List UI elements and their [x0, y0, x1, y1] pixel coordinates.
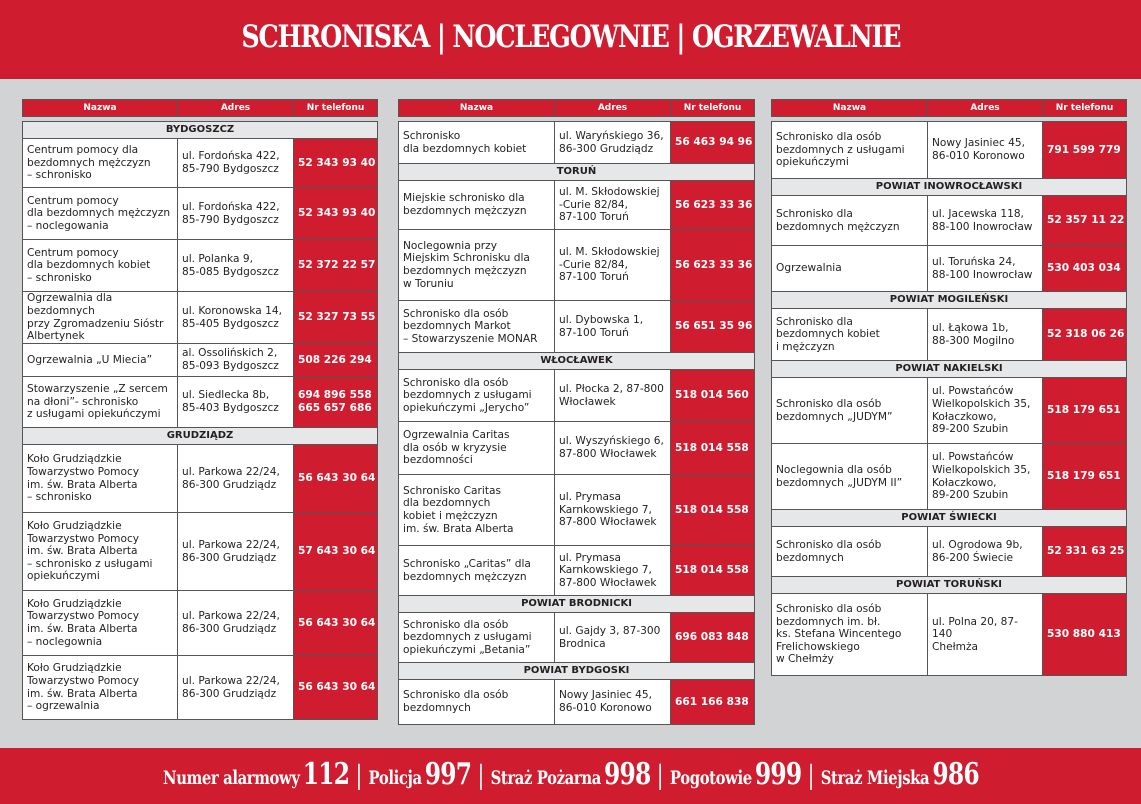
- table-row: [23, 445, 377, 513]
- shelter-address: ul. Parkowa 22/24, 86-300 Grudziądz: [178, 591, 294, 655]
- shelter-name: Koło Grudziądzkie Towarzystwo Pomocy im. św. Brata Alberta – schronisko: [23, 445, 178, 512]
- table-row: [23, 344, 377, 377]
- shelter-address: ul. Wyszyńskiego 6, 87-800 Włocławek: [555, 422, 671, 474]
- shelter-name: Schronisko Caritas dla bezdomnych kobiet i mężczyzn im. św. Brata Alberta: [399, 475, 555, 545]
- shelter-address: ul. Siedlecka 8b, 85-403 Bydgoszcz: [178, 377, 294, 427]
- shelter-name: Centrum pomocy dla bezdomnych mężczyzn – noclegowania: [23, 188, 178, 239]
- shelter-name: Schronisko dla osób bezdomnych „JUDYM”: [772, 378, 928, 443]
- column-header: [22, 99, 378, 117]
- table-row: [399, 613, 754, 663]
- separator: |: [656, 760, 664, 791]
- table-row: [772, 527, 1126, 577]
- shelter-phone: 530 403 034: [1043, 246, 1126, 291]
- section-heading: WŁOCŁAWEK: [399, 353, 754, 370]
- table-row: [399, 301, 754, 353]
- shelter-phone: 56 643 30 64: [294, 445, 377, 512]
- shelter-address: ul. Powstańców Wielkopolskich 35, Kołaczkowo, 89-200 Szubin: [928, 378, 1043, 443]
- table-row: [772, 122, 1126, 179]
- page-title: SCHRONISKA | NOCLEGOWNIE | OGRZEWALNIE: [241, 18, 900, 55]
- shelter-name: Schronisko dla bezdomnych mężczyzn: [772, 196, 928, 245]
- table-row: [772, 246, 1126, 292]
- column-header: [771, 99, 1127, 117]
- shelter-phone: 661 166 838: [671, 680, 754, 724]
- shelter-phone: 56 651 35 96: [671, 301, 754, 352]
- shelter-phone: 52 327 73 55: [294, 292, 377, 343]
- shelter-phone: 56 643 30 64: [294, 656, 377, 719]
- shelter-name: Schronisko dla osób bezdomnych: [772, 527, 928, 576]
- table-row: [772, 444, 1126, 510]
- shelter-address: ul. Powstańców Wielkopolskich 35, Kołaczkowo, 89-200 Szubin: [928, 444, 1043, 509]
- shelter-phone: 52 318 06 26: [1043, 309, 1126, 360]
- shelter-name: Stowarzyszenie „Z sercem na dłoni”- schronisko z usługami opiekuńczymi: [23, 377, 178, 427]
- shelter-name: Ogrzewalnia dla bezdomnych przy Zgromadzeniu Sióstr Albertynek: [23, 292, 178, 343]
- header-name: Nazwa: [772, 100, 928, 116]
- shelter-phone: 56 643 30 64: [294, 591, 377, 655]
- separator: |: [807, 760, 815, 791]
- shelter-phone: 518 179 651: [1043, 378, 1126, 443]
- emergency-number: 998: [603, 756, 651, 792]
- column-header: [398, 99, 755, 117]
- shelter-name: Koło Grudziądzkie Towarzystwo Pomocy im. św. Brata Alberta – ogrzewalnia: [23, 656, 178, 719]
- shelter-phone: 56 463 94 96: [671, 122, 754, 163]
- header-name: Nazwa: [399, 100, 555, 116]
- shelter-phone: 518 014 560: [671, 370, 754, 421]
- shelter-name: Schronisko dla osób bezdomnych z usługami opiekuńczymi „Betania”: [399, 613, 555, 662]
- shelter-address: ul. Fordońska 422, 85-790 Bydgoszcz: [178, 188, 294, 239]
- shelter-phone: 52 343 93 40: [294, 188, 377, 239]
- shelter-name: Schronisko dla osób bezdomnych Markot – Stowarzyszenie MONAR: [399, 301, 555, 352]
- section-heading: TORUŃ: [399, 164, 754, 181]
- section-heading: POWIAT INOWROCŁAWSKI: [772, 179, 1126, 196]
- shelter-name: Koło Grudziądzkie Towarzystwo Pomocy im. św. Brata Alberta – noclegownia: [23, 591, 178, 655]
- shelter-phone: 56 623 33 36: [671, 181, 754, 229]
- shelter-name: Schronisko dla osób bezdomnych z usługami opiekuńczymi: [772, 122, 928, 178]
- header-address: Adres: [555, 100, 671, 116]
- table-row: [23, 591, 377, 656]
- shelter-phone: 508 226 294: [294, 344, 377, 376]
- shelter-address: ul. Polna 20, 87-140 Chełmża: [928, 594, 1043, 675]
- shelter-name: Centrum pomocy dla bezdomnych mężczyzn – schronisko: [23, 139, 178, 187]
- shelter-address: ul. Łąkowa 1b, 88-300 Mogilno: [928, 309, 1043, 360]
- shelter-phone: 52 372 22 57: [294, 240, 377, 291]
- shelter-table: [22, 121, 378, 720]
- shelter-address: ul. Prymasa Karnkowskiego 7, 87-800 Włocławek: [555, 475, 671, 545]
- shelter-address: ul. Koronowska 14, 85-405 Bydgoszcz: [178, 292, 294, 343]
- table-row: [23, 377, 377, 428]
- shelter-address: ul. Gajdy 3, 87-300 Brodnica: [555, 613, 671, 662]
- shelter-name: Miejskie schronisko dla bezdomnych mężczyzn: [399, 181, 555, 229]
- shelter-name: Schronisko dla osób bezdomnych: [399, 680, 555, 724]
- shelter-name: Noclegownia przy Miejskim Schronisku dla bezdomnych mężczyzn w Toruniu: [399, 230, 555, 300]
- shelter-table: [398, 121, 755, 725]
- shelter-name: Ogrzewalnia „U Miecia”: [23, 344, 178, 376]
- shelter-address: ul. Parkowa 22/24, 86-300 Grudziądz: [178, 656, 294, 719]
- table-row: [23, 188, 377, 240]
- emergency-number: 112: [302, 756, 349, 792]
- shelter-address: al. Ossolińskich 2, 85-093 Bydgoszcz: [178, 344, 294, 376]
- emergency-label: Straż Pożarna: [490, 766, 601, 789]
- column-2: [398, 99, 755, 725]
- table-row: [23, 139, 377, 188]
- shelter-name: Schronisko dla osób bezdomnych z usługami opiekuńczymi „Jerycho”: [399, 370, 555, 421]
- table-row: [399, 546, 754, 596]
- shelter-phone: 696 083 848: [671, 613, 754, 662]
- table-row: [772, 309, 1126, 361]
- table-row: [399, 122, 754, 164]
- shelter-name: Centrum pomocy dla bezdomnych kobiet – schronisko: [23, 240, 178, 291]
- header-address: Adres: [928, 100, 1043, 116]
- header-name: Nazwa: [23, 100, 178, 116]
- shelter-phone: 694 896 558 665 657 686: [294, 377, 377, 427]
- column-1: [22, 99, 378, 720]
- emergency-number: 999: [754, 756, 801, 792]
- emergency-label: Numer alarmowy: [162, 766, 300, 789]
- emergency-label: Straż Miejska: [820, 766, 929, 789]
- table-row: [772, 196, 1126, 246]
- table-row: [399, 422, 754, 475]
- shelter-phone: 52 331 63 25: [1043, 527, 1126, 576]
- header-phone: Nr telefonu: [306, 103, 365, 113]
- shelter-address: ul. Płocka 2, 87-800 Włocławek: [555, 370, 671, 421]
- column-3: [771, 99, 1127, 676]
- shelter-phone: 52 343 93 40: [294, 139, 377, 187]
- shelter-address: Nowy Jasiniec 45, 86-010 Koronowo: [555, 680, 671, 724]
- shelter-name: Schronisko „Caritas” dla bezdomnych mężczyzn: [399, 546, 555, 595]
- emergency-label: Pogotowie: [669, 766, 752, 789]
- shelter-phone: 530 880 413: [1043, 594, 1126, 675]
- table-row: [772, 378, 1126, 444]
- shelter-address: ul. Prymasa Karnkowskiego 7, 87-800 Włocławek: [555, 546, 671, 595]
- shelter-name: Ogrzewalnia: [772, 246, 928, 291]
- shelter-phone: 518 014 558: [671, 475, 754, 545]
- section-heading: POWIAT NAKIELSKI: [772, 361, 1126, 378]
- section-heading: POWIAT ŚWIECKI: [772, 510, 1126, 527]
- table-row: [23, 656, 377, 720]
- shelter-phone: 791 599 779: [1043, 122, 1126, 178]
- shelter-address: ul. Ogrodowa 9b, 86-200 Świecie: [928, 527, 1043, 576]
- shelter-address: ul. Waryńskiego 36, 86-300 Grudziądz: [555, 122, 671, 163]
- section-heading: POWIAT BYDGOSKI: [399, 663, 754, 680]
- separator: |: [477, 760, 484, 791]
- shelter-name: Schronisko dla osób bezdomnych im. bł. ks. Stefana Wincentego Frelichowskiego w Chełmży: [772, 594, 928, 675]
- shelter-address: ul. Toruńska 24, 88-100 Inowrocław: [928, 246, 1043, 291]
- section-heading: GRUDZIĄDZ: [23, 428, 377, 445]
- table-row: [772, 594, 1126, 676]
- emergency-numbers: [163, 757, 979, 792]
- table-row: [399, 230, 754, 301]
- shelter-phone: 518 014 558: [671, 422, 754, 474]
- table-row: [399, 475, 754, 546]
- shelter-address: ul. Polanka 9, 85-085 Bydgoszcz: [178, 240, 294, 291]
- shelter-phone: 518 014 558: [671, 546, 754, 595]
- shelter-name: Ogrzewalnia Caritas dla osób w kryzysie bezdomności: [399, 422, 555, 474]
- emergency-label: Policja: [368, 766, 422, 789]
- table-row: [399, 181, 754, 230]
- table-row: [23, 513, 377, 591]
- section-heading: POWIAT TORUŃSKI: [772, 577, 1126, 594]
- section-heading: POWIAT MOGILEŃSKI: [772, 292, 1126, 309]
- shelter-table: [771, 121, 1127, 676]
- emergency-number: 997: [424, 756, 471, 792]
- shelter-name: Schronisko dla bezdomnych kobiet: [399, 122, 555, 163]
- header-phone: Nr telefonu: [1055, 103, 1114, 113]
- shelter-address: Nowy Jasiniec 45, 86-010 Koronowo: [928, 122, 1043, 178]
- shelter-address: ul. Dybowska 1, 87-100 Toruń: [555, 301, 671, 352]
- header-address: Adres: [178, 100, 294, 116]
- header-phone: Nr telefonu: [683, 103, 742, 113]
- separator: |: [354, 760, 362, 791]
- section-heading: BYDGOSZCZ: [23, 122, 377, 139]
- shelter-name: Koło Grudziądzkie Towarzystwo Pomocy im. św. Brata Alberta – schronisko z usługami opiekuńczymi: [23, 513, 178, 590]
- shelter-name: Noclegownia dla osób bezdomnych „JUDYM II”: [772, 444, 928, 509]
- shelter-address: ul. Jacewska 118, 88-100 Inowrocław: [928, 196, 1043, 245]
- table-row: [23, 240, 377, 292]
- emergency-number: 986: [931, 756, 979, 792]
- shelter-name: Schronisko dla bezdomnych kobiet i mężczyzn: [772, 309, 928, 360]
- shelter-address: ul. Fordońska 422, 85-790 Bydgoszcz: [178, 139, 294, 187]
- section-heading: POWIAT BRODNICKI: [399, 596, 754, 613]
- table-row: [399, 370, 754, 422]
- shelter-phone: 52 357 11 22: [1043, 196, 1126, 245]
- emergency-banner: [0, 748, 1141, 804]
- shelter-address: ul. Parkowa 22/24, 86-300 Grudziądz: [178, 445, 294, 512]
- shelter-address: ul. M. Skłodowskiej -Curie 82/84, 87-100 Toruń: [555, 230, 671, 300]
- title-banner: [0, 0, 1141, 79]
- shelter-phone: 518 179 651: [1043, 444, 1126, 509]
- shelter-address: ul. Parkowa 22/24, 86-300 Grudziądz: [178, 513, 294, 590]
- shelter-address: ul. M. Skłodowskiej -Curie 82/84, 87-100 Toruń: [555, 181, 671, 229]
- shelter-phone: 57 643 30 64: [294, 513, 377, 590]
- shelter-phone: 56 623 33 36: [671, 230, 754, 300]
- table-row: [399, 680, 754, 725]
- table-row: [23, 292, 377, 344]
